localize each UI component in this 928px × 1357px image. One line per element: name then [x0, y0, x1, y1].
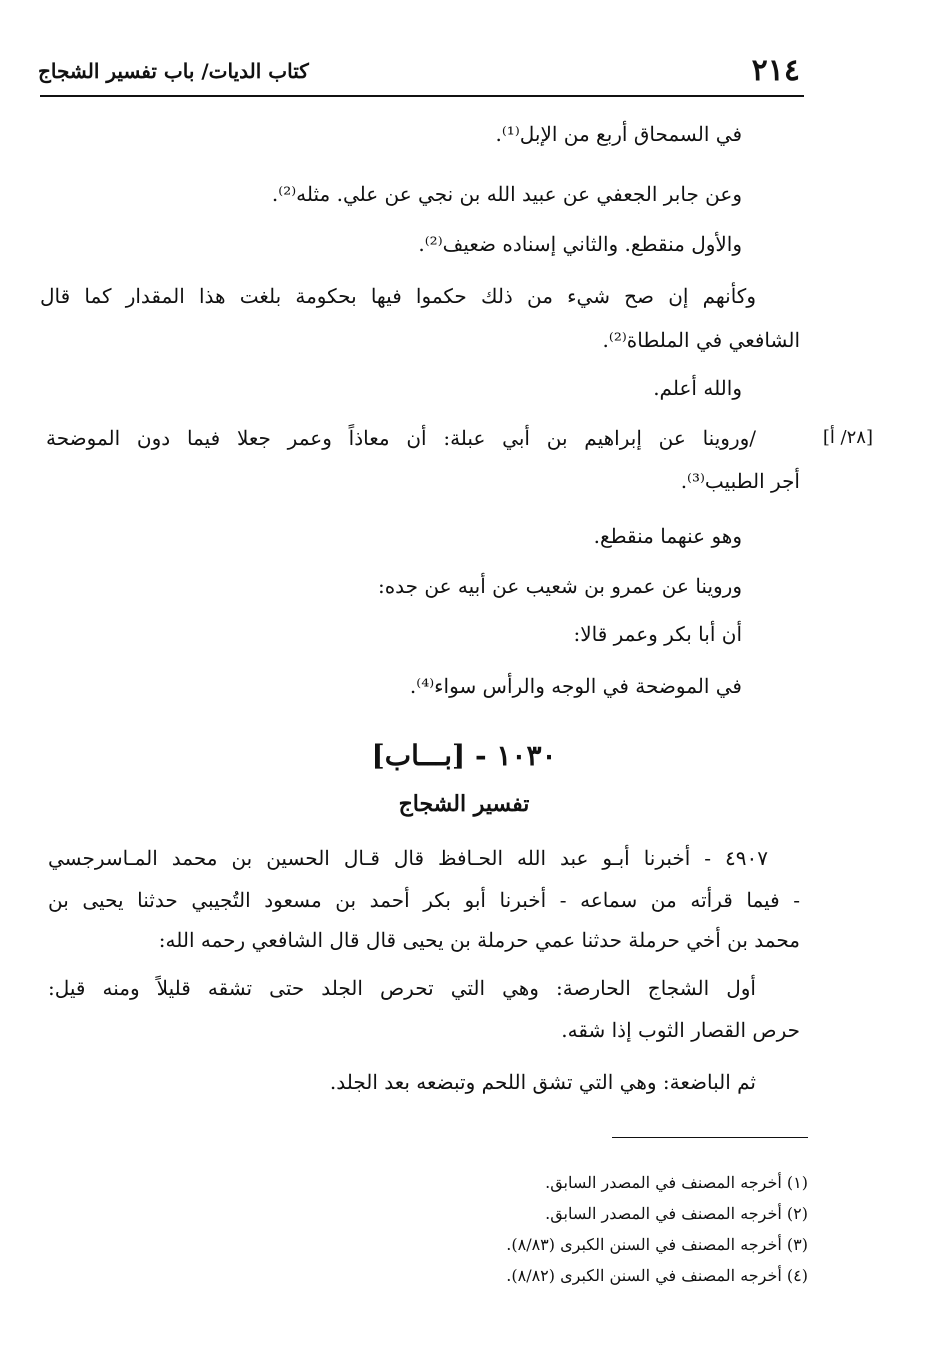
- chapter-title: تفسير الشجاج: [398, 791, 530, 817]
- footnote-2: (٢) أخرجه المصنف في المصدر السابق.: [545, 1204, 808, 1223]
- text-line-1: في السمحاق أربع من الإبل⁽¹⁾.: [495, 122, 742, 146]
- footnote-4: (٤) أخرجه المصنف في السنن الكبرى (٨/٨٢).: [506, 1266, 808, 1285]
- text-line-9: وهو عنهما منقطع.: [593, 524, 742, 548]
- hadith-line-3: محمد بن أخي حرملة حدثنا عمي حرملة بن يحيى قال قال الشافعي رحمه الله:: [158, 928, 800, 952]
- text-line-12: في الموضحة في الوجه والرأس سواء⁽⁴⁾.: [409, 674, 742, 698]
- hadith-line-1: ٤٩٠٧ - أخبرنا أبـو عبد الله الحـافظ قال قـال الحسين بن محمد المـاسرجسي: [48, 846, 768, 870]
- hadith-line-4: أول الشجاج الحارصة: وهي التي تحرص الجلد حتى تشقه قليلاً ومنه قيل:: [48, 976, 756, 1000]
- text-line-11: أن أبا بكر وعمر قالا:: [573, 622, 742, 646]
- chapter-number: ١٠٣٠ - [بـــاب]: [371, 739, 557, 772]
- text-line-8: أجر الطبيب⁽³⁾.: [680, 469, 800, 493]
- margin-folio-reference: [٢٨/ أ]: [822, 427, 873, 448]
- hadith-line-5: حرص القصار الثوب إذا شقه.: [561, 1018, 800, 1042]
- running-header: [38, 54, 800, 90]
- footnote-1: (١) أخرجه المصنف في المصدر السابق.: [545, 1173, 808, 1192]
- page-number: ٢١٤: [751, 53, 800, 88]
- running-title: كتاب الديات/ باب تفسير الشجاج: [38, 59, 309, 83]
- text-line-6: والله أعلم.: [653, 376, 742, 400]
- footnote-rule: [612, 1137, 808, 1138]
- text-line-2: وعن جابر الجعفي عن عبيد الله بن نجي عن علي. مثله⁽²⁾.: [271, 182, 742, 206]
- hadith-line-2: - فيما قرأته من سماعه - أخبرنا أبو بكر أحمد بن مسعود التُجيبي حدثنا يحيى بن: [48, 888, 800, 912]
- footnote-3: (٣) أخرجه المصنف في السنن الكبرى (٨/٨٣).: [506, 1235, 808, 1254]
- text-line-10: وروينا عن عمرو بن شعيب عن أبيه عن جده:: [377, 574, 742, 598]
- header-rule: [40, 95, 804, 97]
- text-line-5: الشافعي في الملطاة⁽²⁾.: [602, 328, 800, 352]
- text-line-3: والأول منقطع. والثاني إسناده ضعيف⁽²⁾.: [418, 232, 742, 256]
- text-line-7: /وروينا عن إبراهيم بن أبي عبلة: أن معاذاً وعمر جعلا فيما دون الموضحة: [46, 426, 756, 450]
- hadith-line-6: ثم الباضعة: وهي التي تشق اللحم وتبضعه بعد الجلد.: [329, 1070, 756, 1094]
- text-line-4: وكأنهم إن صح شيء من ذلك حكموا فيها بحكومة بلغت هذا المقدار كما قال: [40, 284, 756, 308]
